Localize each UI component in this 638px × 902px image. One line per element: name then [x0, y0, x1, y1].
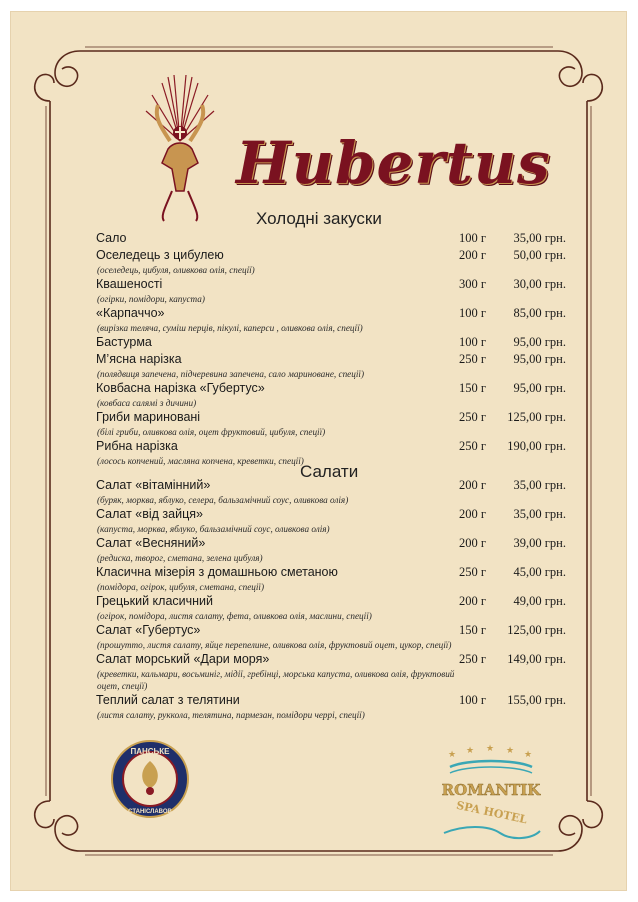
item-name: Грецький класичний — [96, 594, 214, 608]
item-price: 49,00 грн. — [513, 594, 566, 608]
item-weight: 100 г — [458, 335, 486, 349]
item-description: (полядвиця запечена, підчеревина запечена, сало мариноване, спеції) — [97, 369, 365, 379]
cold-snacks-list — [96, 230, 576, 467]
item-description: (прошутто, листя салату, яйце перепелине, оливкова олія, фруктовий оцет, цукор, спеції) — [97, 640, 452, 650]
svg-text:★: ★ — [486, 744, 495, 754]
item-price: 149,00 грн. — [507, 652, 566, 666]
item-weight: 150 г — [458, 381, 486, 395]
item-name: М’ясна нарізка — [96, 352, 182, 366]
item-price: 95,00 грн. — [513, 352, 566, 366]
item-description: (креветки, кальмари, восьминіг, мідії, гребінці, морська капуста, оливкова олія, фруктовий оцет, спеції) — [97, 669, 455, 691]
item-price: 85,00 грн. — [513, 306, 566, 320]
list-item — [96, 506, 576, 535]
item-description: (редиска, творог, сметана, зелена цибуля) — [97, 553, 263, 563]
svg-text:★: ★ — [466, 746, 475, 756]
item-weight: 200 г — [458, 594, 486, 608]
item-name: Оселедець з цибулею — [96, 248, 224, 262]
list-item — [96, 564, 576, 593]
item-name: Салат «від зайця» — [96, 507, 203, 521]
item-weight: 200 г — [458, 478, 486, 492]
panske-stanislavov-badge-icon — [110, 739, 190, 819]
item-weight: 250 г — [458, 352, 486, 366]
item-price: 39,00 грн. — [513, 536, 566, 550]
item-price: 50,00 грн. — [513, 248, 566, 262]
item-description: (білі гриби, оливкова олія, оцет фруктовий, цибуля, спеції) — [97, 427, 326, 437]
hotel-name: ROMANTIK — [441, 781, 541, 799]
item-weight: 250 г — [458, 652, 486, 666]
list-item — [96, 230, 576, 247]
item-description: (вирізка теляча, суміш перців, пікулі, каперси , оливкова олія, спеції) — [97, 323, 363, 333]
list-item — [96, 247, 576, 276]
item-weight: 200 г — [458, 248, 486, 262]
svg-text:★: ★ — [448, 750, 457, 760]
romantik-spa-hotel-logo-icon — [436, 741, 546, 851]
item-description: (огірок, помідора, листя салату, фета, оливкова олія, маслини, спеції) — [97, 611, 372, 621]
item-weight: 150 г — [458, 623, 486, 637]
item-name: Рибна нарізка — [96, 439, 178, 453]
item-price: 95,00 грн. — [513, 335, 566, 349]
list-item — [96, 380, 576, 409]
list-item — [96, 692, 576, 721]
item-price: 35,00 грн. — [513, 478, 566, 492]
item-weight: 100 г — [458, 306, 486, 320]
item-description: (капуста, морква, яблуко, бальзамічний соус, оливкова олія) — [97, 524, 330, 534]
item-description: (ковбаса салямі з дичини) — [97, 398, 197, 408]
item-weight: 250 г — [458, 565, 486, 579]
item-description: (огірки, помідори, капуста) — [97, 294, 205, 304]
list-item — [96, 409, 576, 438]
item-price: 35,00 грн. — [513, 507, 566, 521]
item-description: (оселедець, цибуля, оливкова олія, спеції) — [97, 265, 255, 275]
item-name: Гриби мариновані — [96, 410, 201, 424]
item-name: Квашеності — [96, 277, 163, 291]
item-price: 125,00 грн. — [507, 410, 566, 424]
item-price: 35,00 грн. — [513, 231, 566, 245]
list-item — [96, 276, 576, 305]
badge-top-text: ПАНСЬКЕ — [130, 747, 170, 756]
list-item — [96, 305, 576, 334]
item-price: 30,00 грн. — [513, 277, 566, 291]
brand-name: Hubertus — [236, 129, 551, 197]
item-name: Ковбасна нарізка «Губертус» — [96, 381, 265, 395]
item-price: 190,00 грн. — [507, 439, 566, 453]
list-item — [96, 651, 576, 692]
item-price: 95,00 грн. — [513, 381, 566, 395]
item-weight: 200 г — [458, 507, 486, 521]
list-item — [96, 351, 576, 380]
svg-text:★: ★ — [524, 750, 533, 760]
item-name: Салат «вітамінний» — [96, 478, 211, 492]
item-price: 125,00 грн. — [507, 623, 566, 637]
item-description: (буряк, морква, яблуко, селера, бальзамічний соус, оливкова олія) — [97, 495, 349, 505]
item-weight: 100 г — [458, 693, 486, 707]
item-description: (листя салату, руккола, телятина, пармезан, помідори черрі, спеції) — [97, 710, 365, 720]
list-item — [96, 334, 576, 351]
item-name: Салат морський «Дари моря» — [96, 652, 270, 666]
section-title-cold-snacks: Холодні закуски — [256, 209, 382, 228]
item-weight: 100 г — [458, 231, 486, 245]
item-description: (помідора, огірок, цибуля, сметана, спеції) — [97, 582, 265, 592]
item-name: Класична мізерія з домашньою сметаною — [96, 565, 338, 579]
item-name: Салат «Губертус» — [96, 623, 201, 637]
item-name: «Карпаччо» — [96, 306, 165, 320]
item-name: Теплий салат з телятини — [96, 693, 240, 707]
item-weight: 250 г — [458, 410, 486, 424]
item-weight: 250 г — [458, 439, 486, 453]
item-name: Сало — [96, 231, 127, 245]
item-weight: 200 г — [458, 536, 486, 550]
list-item — [96, 477, 576, 506]
item-name: Салат «Весняний» — [96, 536, 206, 550]
hotel-sub: SPA HOTEL — [455, 798, 529, 827]
item-weight: 300 г — [458, 277, 486, 291]
item-price: 45,00 грн. — [513, 565, 566, 579]
list-item — [96, 593, 576, 622]
svg-text:★: ★ — [506, 746, 515, 756]
section-title-salads: Салати — [300, 462, 359, 481]
list-item — [96, 622, 576, 651]
menu-page — [10, 11, 627, 891]
salads-list — [96, 477, 576, 721]
item-description: (лосось копчений, масляна копчена, креветки, спеції) — [97, 456, 304, 466]
item-name: Бастурма — [96, 335, 152, 349]
item-price: 155,00 грн. — [507, 693, 566, 707]
list-item — [96, 535, 576, 564]
badge-bottom-text: СТАНІСЛАВОВ — [128, 809, 172, 815]
